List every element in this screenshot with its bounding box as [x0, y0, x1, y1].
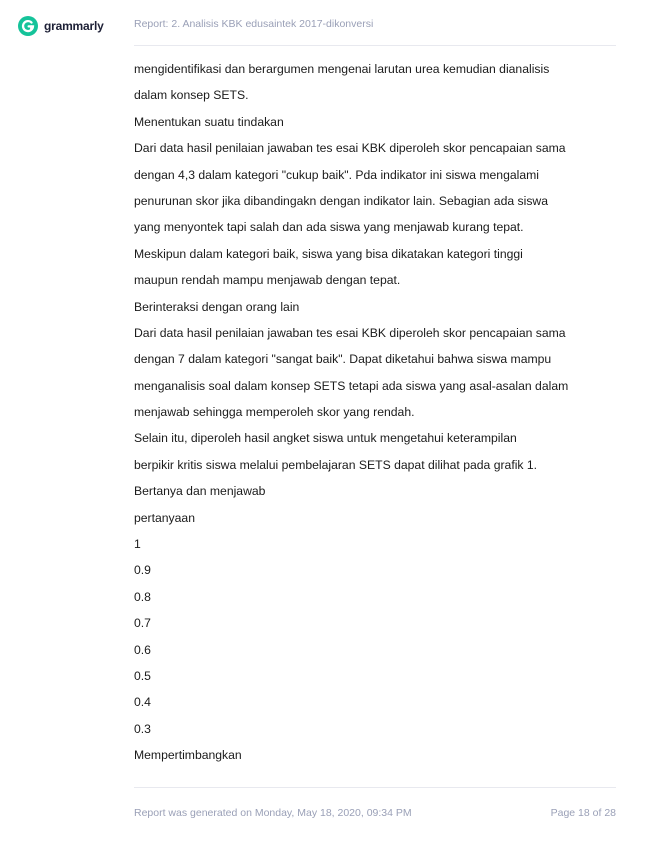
text-line: Dari data hasil penilaian jawaban tes esai KBK diperoleh skor pencapaian sama — [134, 325, 566, 340]
text-line: yang menyontek tapi salah dan ada siswa yang menjawab kurang tepat. — [134, 220, 524, 235]
text-line: 0.9 — [134, 563, 151, 578]
text-line: dengan 4,3 dalam kategori "cukup baik". Pda indikator ini siswa mengalami — [134, 167, 539, 182]
document-body — [134, 56, 624, 769]
text-line: berpikir kritis siswa melalui pembelajaran SETS dapat dilihat pada grafik 1. — [134, 457, 538, 472]
text-line: Berinteraksi dengan orang lain — [134, 299, 300, 314]
text-line: maupun rendah mampu menjawab dengan tepat. — [134, 273, 401, 288]
text-line: Selain itu, diperoleh hasil angket siswa untuk mengetahui keterampilan — [134, 431, 517, 446]
report-title: Report: 2. Analisis KBK edusaintek 2017-dikonversi — [134, 18, 374, 30]
text-line: 0.3 — [134, 721, 151, 736]
text-line: menganalisis soal dalam konsep SETS tetapi ada siswa yang asal-asalan dalam — [134, 378, 569, 393]
text-line: 0.6 — [134, 642, 151, 657]
text-line: penurunan skor jika dibandingakn dengan indikator lain. Sebagian ada siswa — [134, 193, 548, 208]
footer-divider — [134, 787, 616, 788]
header-divider — [134, 45, 616, 46]
text-line: 1 — [134, 537, 141, 552]
logo-wordmark: grammarly — [44, 19, 104, 33]
text-line: menjawab sehingga memperoleh skor yang rendah. — [134, 405, 415, 420]
grammarly-g-icon — [18, 16, 38, 36]
text-line: dalam konsep SETS. — [134, 88, 249, 103]
text-line: Mempertimbangkan — [134, 748, 242, 763]
text-line: Meskipun dalam kategori baik, siswa yang bisa dikatakan kategori tinggi — [134, 246, 523, 261]
text-line: dengan 7 dalam kategori "sangat baik". Dapat diketahui bahwa siswa mampu — [134, 352, 552, 367]
text-line: mengidentifikasi dan berargumen mengenai larutan urea kemudian dianalisis — [134, 62, 550, 76]
text-line: 0.5 — [134, 668, 151, 683]
text-line: pertanyaan — [134, 510, 195, 525]
text-line: Menentukan suatu tindakan — [134, 114, 284, 129]
text-line: 0.8 — [134, 589, 151, 604]
text-line: Bertanya dan menjawab — [134, 484, 266, 499]
text-line: 0.4 — [134, 695, 151, 710]
grammarly-logo — [18, 15, 104, 37]
page-number: Page 18 of 28 — [550, 807, 616, 819]
report-generated-note: Report was generated on Monday, May 18, 2020, 09:34 PM — [134, 807, 412, 819]
text-line: Dari data hasil penilaian jawaban tes esai KBK diperoleh skor pencapaian sama — [134, 141, 566, 156]
text-line: 0.7 — [134, 616, 151, 631]
